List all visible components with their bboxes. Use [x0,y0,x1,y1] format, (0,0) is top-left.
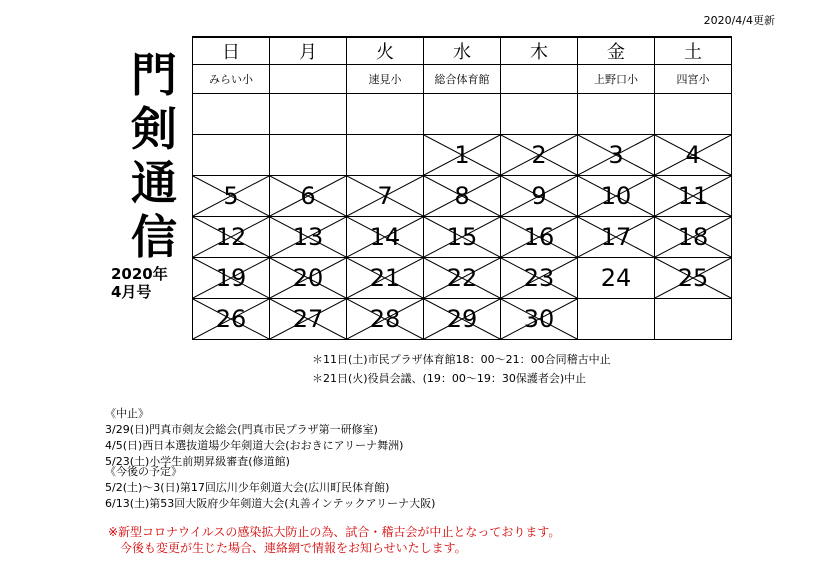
day-number: 21 [369,264,401,292]
weekday-header: 木 [501,37,578,65]
calendar-table [192,36,732,340]
day-number: 29 [446,305,478,333]
day-number: 11 [677,182,709,210]
calendar-day-cell [193,258,270,299]
day-number: 20 [292,264,324,292]
newsletter-title [118,48,190,264]
day-number: 6 [300,182,316,210]
weekday-header: 日 [193,37,270,65]
note-line: ＊11日(土)市民プラザ体育館18：00～21：00合同稽古中止 [312,353,611,366]
venue-cell [501,65,578,94]
day-number: 4 [685,141,701,169]
calendar-week-row [193,217,732,258]
venue-cell: 四宮小 [655,65,732,94]
empty-cell [501,94,578,135]
section-heading: 《今後の予定》 [105,465,182,478]
upcoming-section [105,464,435,512]
calendar-day-cell [424,299,501,340]
blank-row [193,94,732,135]
venue-row [193,65,732,94]
calendar-day-cell [655,217,732,258]
day-number: 25 [677,264,709,292]
day-number: 1 [454,141,470,169]
schedule-notes [312,350,611,388]
empty-cell [424,94,501,135]
calendar-day-cell [347,217,424,258]
venue-cell: 総合体育館 [424,65,501,94]
day-number: 24 [600,264,632,292]
title-char: 剣 [131,102,177,156]
day-number: 13 [292,223,324,251]
calendar-day-cell [578,135,655,176]
empty-cell [578,299,655,340]
calendar-day-cell [578,258,655,299]
list-item: 5/23(土)小学生前期昇級審査(修道館) [105,455,290,468]
note-line: ＊21日(火)役員会議、(19：00～19：30保護者会)中止 [312,372,587,385]
calendar-day-cell [424,176,501,217]
calendar-day-cell [424,258,501,299]
list-item: 6/13(土)第53回大阪府少年剣道大会(丸善インテックアリーナ大阪) [105,497,436,510]
day-number: 7 [377,182,393,210]
calendar-week-row [193,176,732,217]
calendar-day-cell [193,299,270,340]
title-char: 信 [131,210,177,264]
calendar-day-cell [655,176,732,217]
day-number: 30 [523,305,555,333]
calendar-day-cell [270,258,347,299]
day-number: 14 [369,223,401,251]
weekday-header: 月 [270,37,347,65]
calendar-day-cell [347,258,424,299]
calendar-day-cell [578,217,655,258]
day-number: 2 [531,141,547,169]
calendar-day-cell [270,217,347,258]
calendar-day-cell [655,135,732,176]
issue-year: 2020年 [111,265,168,283]
day-number: 28 [369,305,401,333]
calendar-day-cell [270,299,347,340]
day-number: 9 [531,182,547,210]
calendar-week-row [193,258,732,299]
calendar-day-cell [193,176,270,217]
calendar-day-cell [270,176,347,217]
weekday-header: 金 [578,37,655,65]
calendar-week-row [193,299,732,340]
updated-date: 2020/4/4更新 [703,14,775,27]
venue-cell [270,65,347,94]
day-number: 17 [600,223,632,251]
empty-cell [270,135,347,176]
covid-notice [108,524,560,556]
section-heading: 《中止》 [105,407,149,420]
calendar-day-cell [424,135,501,176]
day-number: 8 [454,182,470,210]
calendar-day-cell [578,176,655,217]
calendar-day-cell [347,299,424,340]
day-number: 22 [446,264,478,292]
calendar-day-cell [501,258,578,299]
empty-cell [347,94,424,135]
weekday-header: 水 [424,37,501,65]
day-number: 10 [600,182,632,210]
empty-cell [193,94,270,135]
calendar-day-cell [501,299,578,340]
venue-cell: 速見小 [347,65,424,94]
issue-label [111,265,168,301]
title-char: 通 [131,156,177,210]
list-item: 4/5(日)西日本選抜道場少年剣道大会(おおきにアリーナ舞洲) [105,439,404,452]
empty-cell [655,299,732,340]
notice-line: 今後も変更が生じた場合、連絡網で情報をお知らせいたします。 [120,541,467,555]
empty-cell [347,135,424,176]
empty-cell [578,94,655,135]
day-number: 3 [608,141,624,169]
calendar-day-cell [655,258,732,299]
venue-cell: 上野口小 [578,65,655,94]
day-number: 16 [523,223,555,251]
day-number: 18 [677,223,709,251]
calendar-week-row [193,135,732,176]
list-item: 3/29(日)門真市剣友会総会(門真市民プラザ第一研修室) [105,423,378,436]
day-number: 12 [215,223,247,251]
day-number: 15 [446,223,478,251]
title-char: 門 [131,48,177,102]
day-number: 23 [523,264,555,292]
weekday-header: 土 [655,37,732,65]
weekday-header-row [193,37,732,65]
weekday-header: 火 [347,37,424,65]
calendar-day-cell [424,217,501,258]
issue-month: 4月号 [111,283,152,301]
calendar-day-cell [501,135,578,176]
calendar-day-cell [501,217,578,258]
calendar-day-cell [347,176,424,217]
cancelled-section [105,406,403,470]
calendar-day-cell [193,217,270,258]
empty-cell [270,94,347,135]
venue-cell: みらい小 [193,65,270,94]
day-number: 5 [223,182,239,210]
empty-cell [193,135,270,176]
calendar-day-cell [501,176,578,217]
notice-line: ※新型コロナウイルスの感染拡大防止の為、試合・稽古会が中止となっております。 [108,525,561,539]
day-number: 27 [292,305,324,333]
day-number: 26 [215,305,247,333]
day-number: 19 [215,264,247,292]
empty-cell [655,94,732,135]
list-item: 5/2(土)～3(日)第17回広川少年剣道大会(広川町民体育館) [105,481,390,494]
